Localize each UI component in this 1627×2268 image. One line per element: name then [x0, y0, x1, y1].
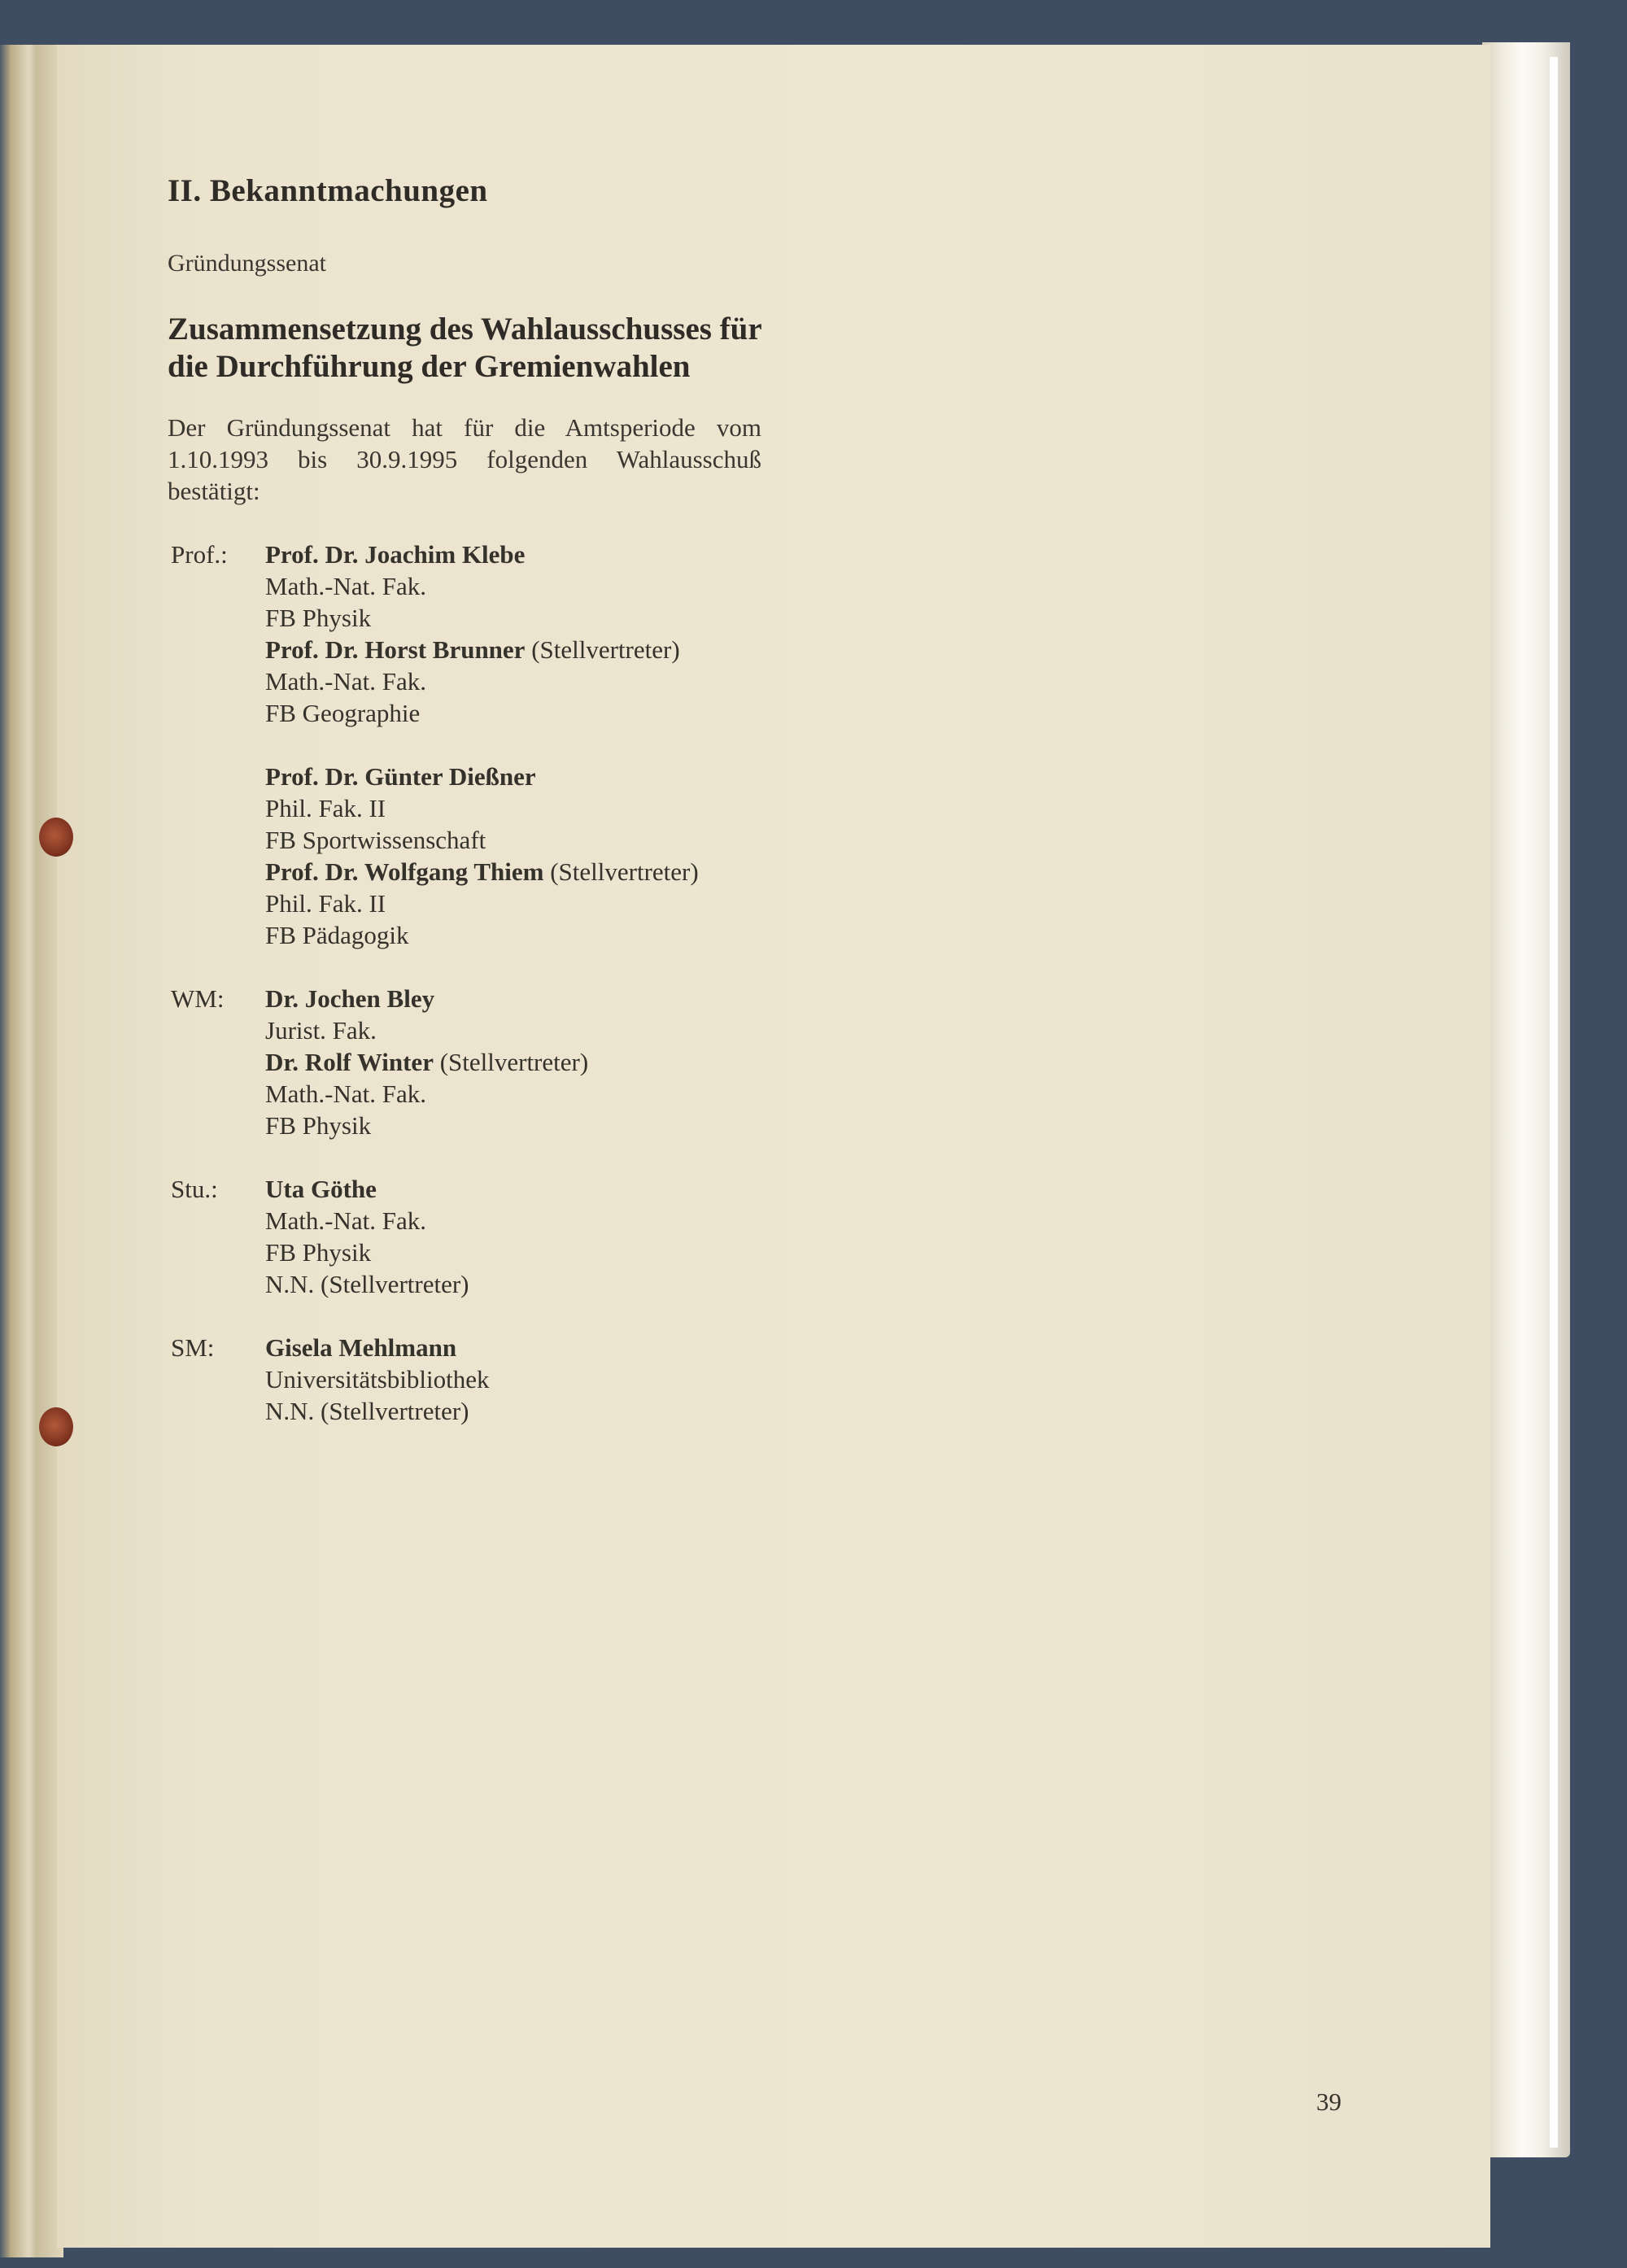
member-name: Prof. Dr. Joachim Klebe — [265, 540, 526, 569]
title-line: die Durchführung der Gremienwahlen — [168, 349, 691, 384]
affiliation: FB Physik — [265, 604, 372, 632]
role-suffix: (Stellvertreter) — [433, 1048, 589, 1076]
affiliation-line — [265, 888, 903, 919]
affiliation: FB Pädagogik — [265, 921, 409, 949]
member-name: Dr. Jochen Bley — [265, 984, 435, 1013]
group-entries — [265, 1332, 903, 1427]
affiliation-line — [265, 1078, 903, 1110]
affiliation: FB Sportwissenschaft — [265, 826, 486, 854]
affiliation: Phil. Fak. II — [265, 889, 386, 918]
committee-members — [171, 539, 903, 1427]
affiliation-line — [265, 697, 903, 729]
member-name-line — [265, 634, 903, 665]
member-name-line — [265, 1173, 903, 1205]
group-entries — [265, 983, 903, 1141]
member-group — [171, 539, 903, 951]
member-entry — [265, 539, 903, 729]
binder-hole-bottom — [39, 1407, 73, 1446]
affiliation-line — [265, 792, 903, 824]
affiliation: FB Geographie — [265, 699, 421, 727]
group-label: WM: — [171, 984, 225, 1013]
member-entry — [265, 1173, 903, 1300]
member-name-line — [265, 856, 903, 888]
left-page-edge — [0, 45, 36, 2257]
affiliation: FB Physik — [265, 1238, 372, 1267]
binder-hole-top — [39, 818, 73, 857]
affiliation: Math.-Nat. Fak. — [265, 1079, 427, 1108]
affiliation-line — [265, 1268, 903, 1300]
member-name-line — [265, 1332, 903, 1363]
affiliation: Phil. Fak. II — [265, 794, 386, 822]
affiliation: Universitätsbibliothek — [265, 1365, 490, 1394]
affiliation-line — [265, 919, 903, 951]
affiliation-line — [265, 570, 903, 602]
member-group — [171, 1173, 903, 1300]
affiliation: N.N. (Stellvertreter) — [265, 1270, 469, 1298]
affiliation-line — [265, 665, 903, 697]
member-name-line — [265, 539, 903, 570]
affiliation-line — [265, 1395, 903, 1427]
group-label: Stu.: — [171, 1175, 218, 1203]
affiliation: Math.-Nat. Fak. — [265, 572, 427, 600]
role-suffix: (Stellvertreter) — [543, 857, 699, 886]
title-line: Zusammensetzung des Wahlausschusses für — [168, 312, 762, 347]
page-number: 39 — [1316, 2087, 1341, 2116]
member-group — [171, 983, 903, 1141]
group-label: Prof.: — [171, 540, 228, 569]
affiliation-line — [265, 824, 903, 856]
member-entry — [265, 761, 903, 951]
issuer-label: Gründungssenat — [168, 250, 326, 277]
affiliation: Jurist. Fak. — [265, 1016, 377, 1045]
role-suffix: (Stellvertreter) — [525, 635, 680, 664]
member-entry — [265, 1332, 903, 1427]
affiliation: FB Physik — [265, 1111, 372, 1140]
member-entry — [265, 983, 903, 1141]
member-name-line — [265, 1046, 903, 1078]
member-name: Uta Göthe — [265, 1175, 377, 1203]
group-entries — [265, 539, 903, 951]
document-title — [168, 311, 786, 386]
member-name: Prof. Dr. Horst Brunner — [265, 635, 526, 664]
affiliation: N.N. (Stellvertreter) — [265, 1397, 469, 1425]
affiliation-line — [265, 1110, 903, 1141]
group-entries — [265, 1173, 903, 1300]
member-name-line — [265, 983, 903, 1014]
member-name: Prof. Dr. Wolfgang Thiem — [265, 857, 544, 886]
member-name-line — [265, 761, 903, 792]
member-name: Gisela Mehlmann — [265, 1333, 457, 1362]
affiliation-line — [265, 1363, 903, 1395]
affiliation-line — [265, 1236, 903, 1268]
affiliation: Math.-Nat. Fak. — [265, 1206, 427, 1235]
affiliation-line — [265, 1205, 903, 1236]
affiliation: Math.-Nat. Fak. — [265, 667, 427, 696]
member-name: Dr. Rolf Winter — [265, 1048, 434, 1076]
group-label: SM: — [171, 1333, 215, 1362]
affiliation-line — [265, 602, 903, 634]
member-name: Prof. Dr. Günter Dießner — [265, 762, 536, 791]
intro-paragraph: Der Gründungssenat hat für die Amtsperiode vom 1.10.1993 bis 30.9.1995 folgenden Wahlausschuß bestätigt: — [168, 413, 761, 505]
affiliation-line — [265, 1014, 903, 1046]
section-heading: II. Bekanntmachungen — [168, 173, 488, 208]
member-group — [171, 1332, 903, 1427]
page-edge — [1550, 57, 1558, 2148]
